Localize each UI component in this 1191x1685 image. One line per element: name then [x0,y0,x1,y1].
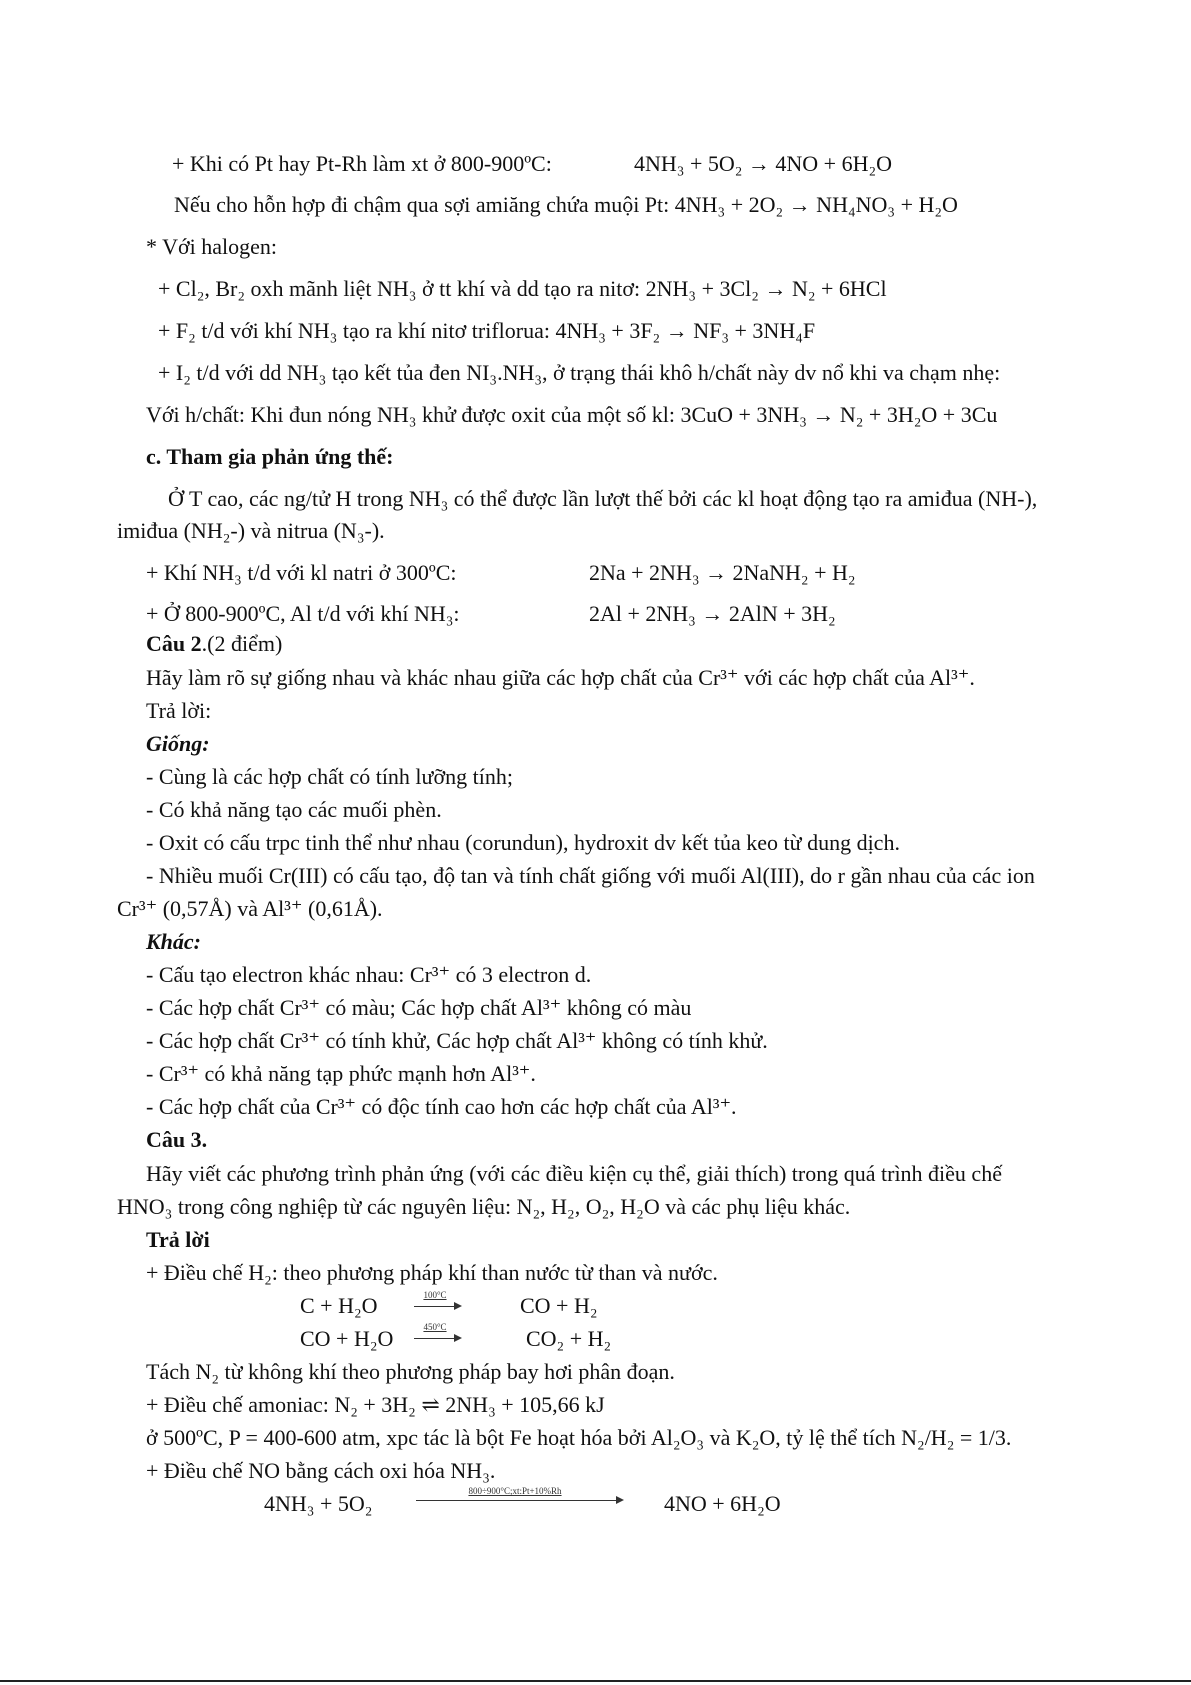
list-item: - Các hợp chất của Cr³⁺ có độc tính cao hơn các hợp chất của Al³⁺. [146,1094,737,1119]
list-item: - Có khả năng tạo các muối phèn. [146,797,442,822]
text-line: + Điều chế amoniac: N₂ + 3H₂ ⇌ 2NH₃ + 105,66 kJ [146,1392,605,1417]
list-item: - Nhiều muối Cr(III) có cấu tạo, độ tan và tính chất giống với muối Al(III), do r gần nhau của các ion [146,863,1035,888]
similar-heading: Giống: [146,731,210,756]
section-heading-halogen: * Với halogen: [146,234,277,259]
reaction-condition-text: + Khi có Pt hay Pt-Rh làm xt ở 800-900ºC: [172,151,552,176]
reaction-right: CO₂ + H₂ [526,1326,612,1351]
page-bottom-rule [0,1680,1191,1682]
reaction-arrow [416,1500,616,1501]
question-points: .(2 điểm) [201,631,283,656]
different-heading: Khác: [146,929,201,954]
reaction-arrow [414,1338,454,1339]
text-line: + F₂ t/d với khí NH₃ tạo ra khí nitơ triflorua: 4NH₃ + 3F₂ → NF₃ + 3NH₄F [158,318,816,343]
text-line: Tách N₂ từ không khí theo phương pháp bay hơi phân đoạn. [146,1359,675,1384]
list-item: - Oxit có cấu trpc tinh thể như nhau (corundun), hydroxit dv kết tủa keo từ dung dịch. [146,830,900,855]
list-item: - Cùng là các hợp chất có tính lưỡng tính; [146,764,513,789]
reaction-equation: 2Al + 2NH₃ → 2AlN + 3H₂ [589,601,836,626]
text-line: imiđua (NH₂-) và nitrua (N₃-). [117,518,385,543]
answer-label: Trả lời [146,1227,210,1252]
reaction-right: CO + H₂ [520,1293,598,1318]
reaction-left: 4NH₃ + 5O₂ [264,1491,373,1516]
reaction-right: 4NO + 6H₂O [664,1491,781,1516]
list-item: - Cấu tạo electron khác nhau: Cr³⁺ có 3 electron d. [146,962,592,987]
text-line: + Ở 800-900ºC, Al t/d với khí NH₃: [146,601,460,626]
question-text: HNO₃ trong công nghiệp từ các nguyên liệu: N₂, H₂, O₂, H₂O và các phụ liệu khác. [117,1194,851,1219]
text-line: Ở T cao, các ng/tử H trong NH₃ có thể được lần lượt thế bởi các kl hoạt động tạo ra amiđua (NH-), [168,486,1038,511]
text-line: Với h/chất: Khi đun nóng NH₃ khử được oxit của một số kl: 3CuO + 3NH₃ → N₂ + 3H₂O + 3Cu [146,402,998,427]
reaction-left: C + H₂O [300,1293,378,1318]
question-text: Hãy làm rõ sự giống nhau và khác nhau giữa các hợp chất của Cr³⁺ với các hợp chất của Al³⁺. [146,665,975,690]
reaction-line-pt-catalyst [172,150,552,178]
arrow-head [454,1302,462,1310]
list-item-continuation: Cr³⁺ (0,57Å) và Al³⁺ (0,61Å). [117,896,383,921]
reaction-equation: 2Na + 2NH₃ → 2NaNH₂ + H₂ [589,560,856,585]
text-line: + Khí NH₃ t/d với kl natri ở 300ºC: [146,560,457,585]
list-item: - Cr³⁺ có khả năng tạp phức mạnh hơn Al³⁺. [146,1061,536,1086]
reaction-left: CO + H₂O [300,1326,394,1351]
question-title-2 [146,630,282,658]
section-heading-substitution: c. Tham gia phản ứng thế: [146,444,394,469]
question-text: Hãy viết các phương trình phản ứng (với các điều kiện cụ thể, giải thích) trong quá trình điều chế [146,1161,1002,1186]
text-line: Nếu cho hỗn hợp đi chậm qua sợi amiăng chứa muội Pt: 4NH₃ + 2O₂ → NH₄NO₃ + H₂O [174,192,958,217]
question-title-3: Câu 3. [146,1127,208,1152]
reaction-arrow [414,1306,454,1307]
reaction-equation: 4NH₃ + 5O₂ → 4NO + 6H₂O [634,151,893,176]
answer-label: Trả lời: [146,698,212,723]
text-line: + Điều chế H₂: theo phương pháp khí than nước từ than và nước. [146,1260,718,1285]
text-line: ở 500ºC, P = 400-600 atm, xpc tác là bột Fe hoạt hóa bởi Al₂O₃ và K₂O, tỷ lệ thể tích N₂/H₂ = 1/3. [146,1425,1012,1450]
reaction-condition: 450°C [423,1322,447,1332]
arrow-head [616,1496,624,1504]
question-number: Câu 2 [146,631,202,656]
reaction-condition: 800÷900°C;xt:Pt+10%Rh [468,1486,562,1496]
reaction-condition: 100°C [423,1290,447,1300]
list-item: - Các hợp chất Cr³⁺ có màu; Các hợp chất Al³⁺ không có màu [146,995,692,1020]
text-line: + I₂ t/d với dd NH₃ tạo kết tủa đen NI₃.NH₃, ở trạng thái khô h/chất này dv nổ khi va chạm nhẹ: [158,360,1001,385]
arrow-head [454,1334,462,1342]
text-line: + Điều chế NO bằng cách oxi hóa NH₃. [146,1458,496,1483]
text-line: + Cl₂, Br₂ oxh mãnh liệt NH₃ ở tt khí và dd tạo ra nitơ: 2NH₃ + 3Cl₂ → N₂ + 6HCl [158,276,887,301]
list-item: - Các hợp chất Cr³⁺ có tính khử, Các hợp chất Al³⁺ không có tính khử. [146,1028,768,1053]
